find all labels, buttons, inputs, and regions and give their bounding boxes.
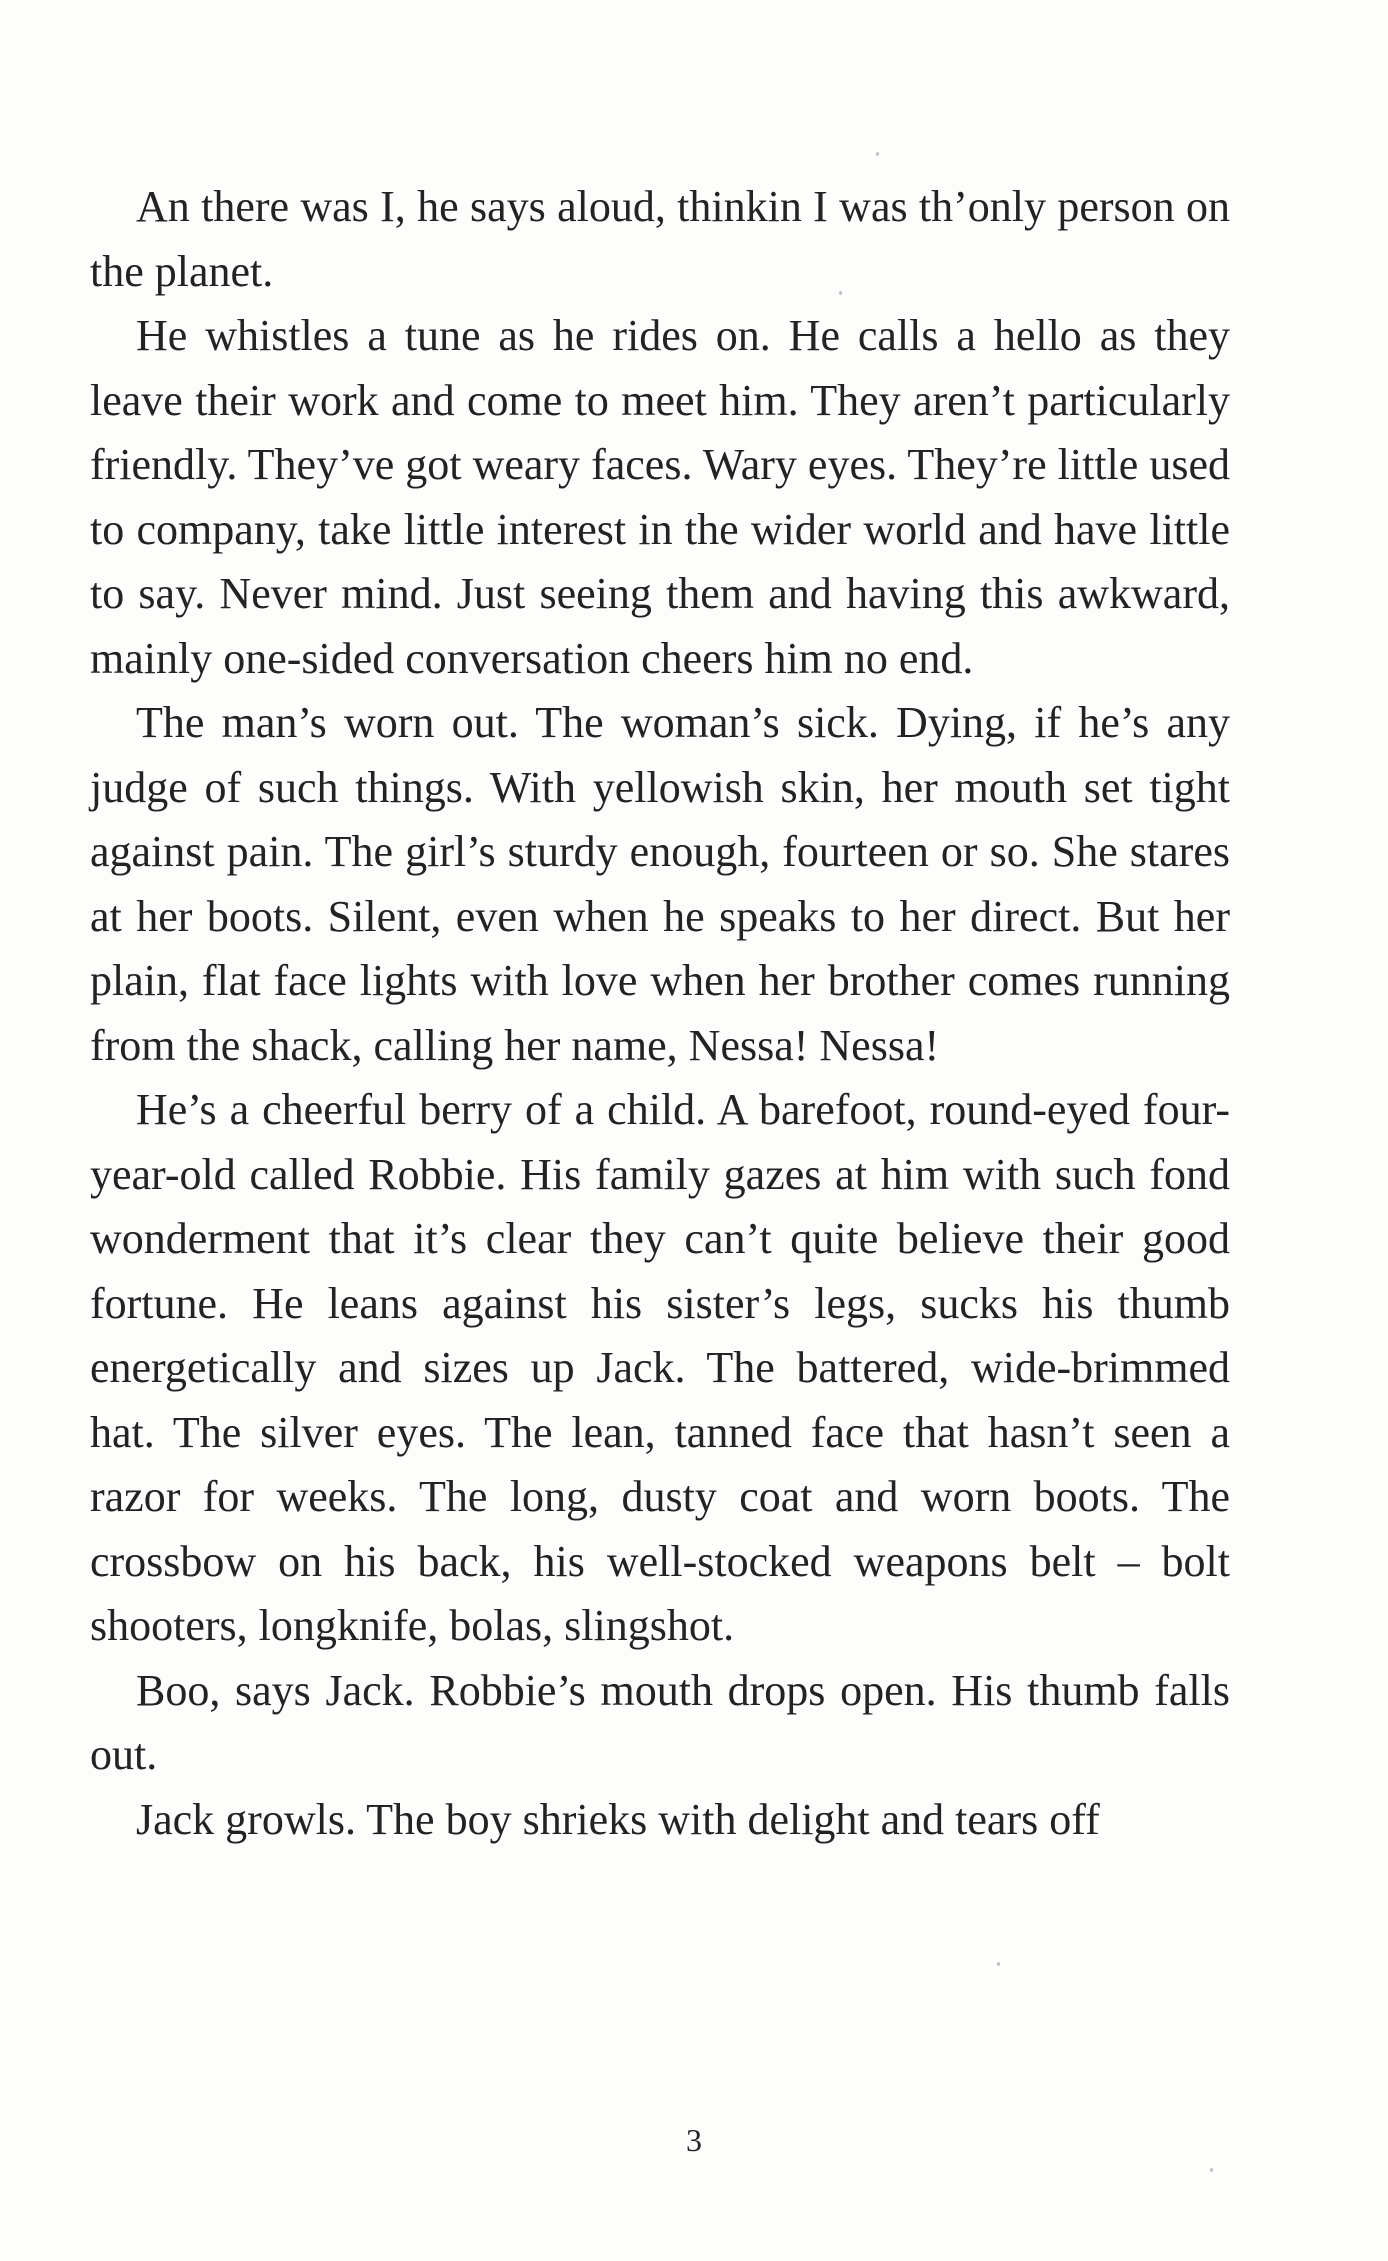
paragraph-1: An there was I, he says aloud, thinkin I was th’only person on the planet. (90, 182, 1230, 296)
page-number: 3 (686, 2122, 702, 2158)
paper-speck (839, 291, 842, 295)
paper-speck (876, 152, 879, 156)
body-text (90, 175, 1230, 1852)
paragraph-2: He whistles a tune as he rides on. He calls a hello as they leave their work and come to meet him. They aren’t particularly friendly. They’ve got weary faces. Wary eyes. They’re little used to company, take little interest in the wider world and have little to say. Never mind. Just seeing them and having this awkward, mainly one-sided conversation cheers him no end. (90, 311, 1230, 683)
paragraph-3: The man’s worn out. The woman’s sick. Dying, if he’s any judge of such things. With yellowish skin, her mouth set tight against pain. The girl’s sturdy enough, fourteen or so. She stares at her boots. Silent, even when he speaks to her direct. But her plain, flat face lights with love when her brother comes running from the shack, calling her name, Nessa! Nessa! (90, 698, 1230, 1070)
paragraph-4: He’s a cheerful berry of a child. A barefoot, round-eyed four-year-old called Robbie. His family gazes at him with such fond wonderment that it’s clear they can’t quite believe their good fortune. He leans against his sister’s legs, sucks his thumb energetically and sizes up Jack. The battered, wide-brimmed hat. The silver eyes. The lean, tanned face that hasn’t seen a razor for weeks. The long, dusty coat and worn boots. The crossbow on his back, his well-stocked weapons belt – bolt shooters, longknife, bolas, slingshot. (90, 1085, 1230, 1650)
paragraph-6: Jack growls. The boy shrieks with delight and tears off (136, 1794, 1100, 1844)
paper-speck (997, 1962, 1000, 1966)
paragraph-5: Boo, says Jack. Robbie’s mouth drops open. His thumb falls out. (90, 1665, 1230, 1779)
paper-speck (1210, 2168, 1213, 2172)
